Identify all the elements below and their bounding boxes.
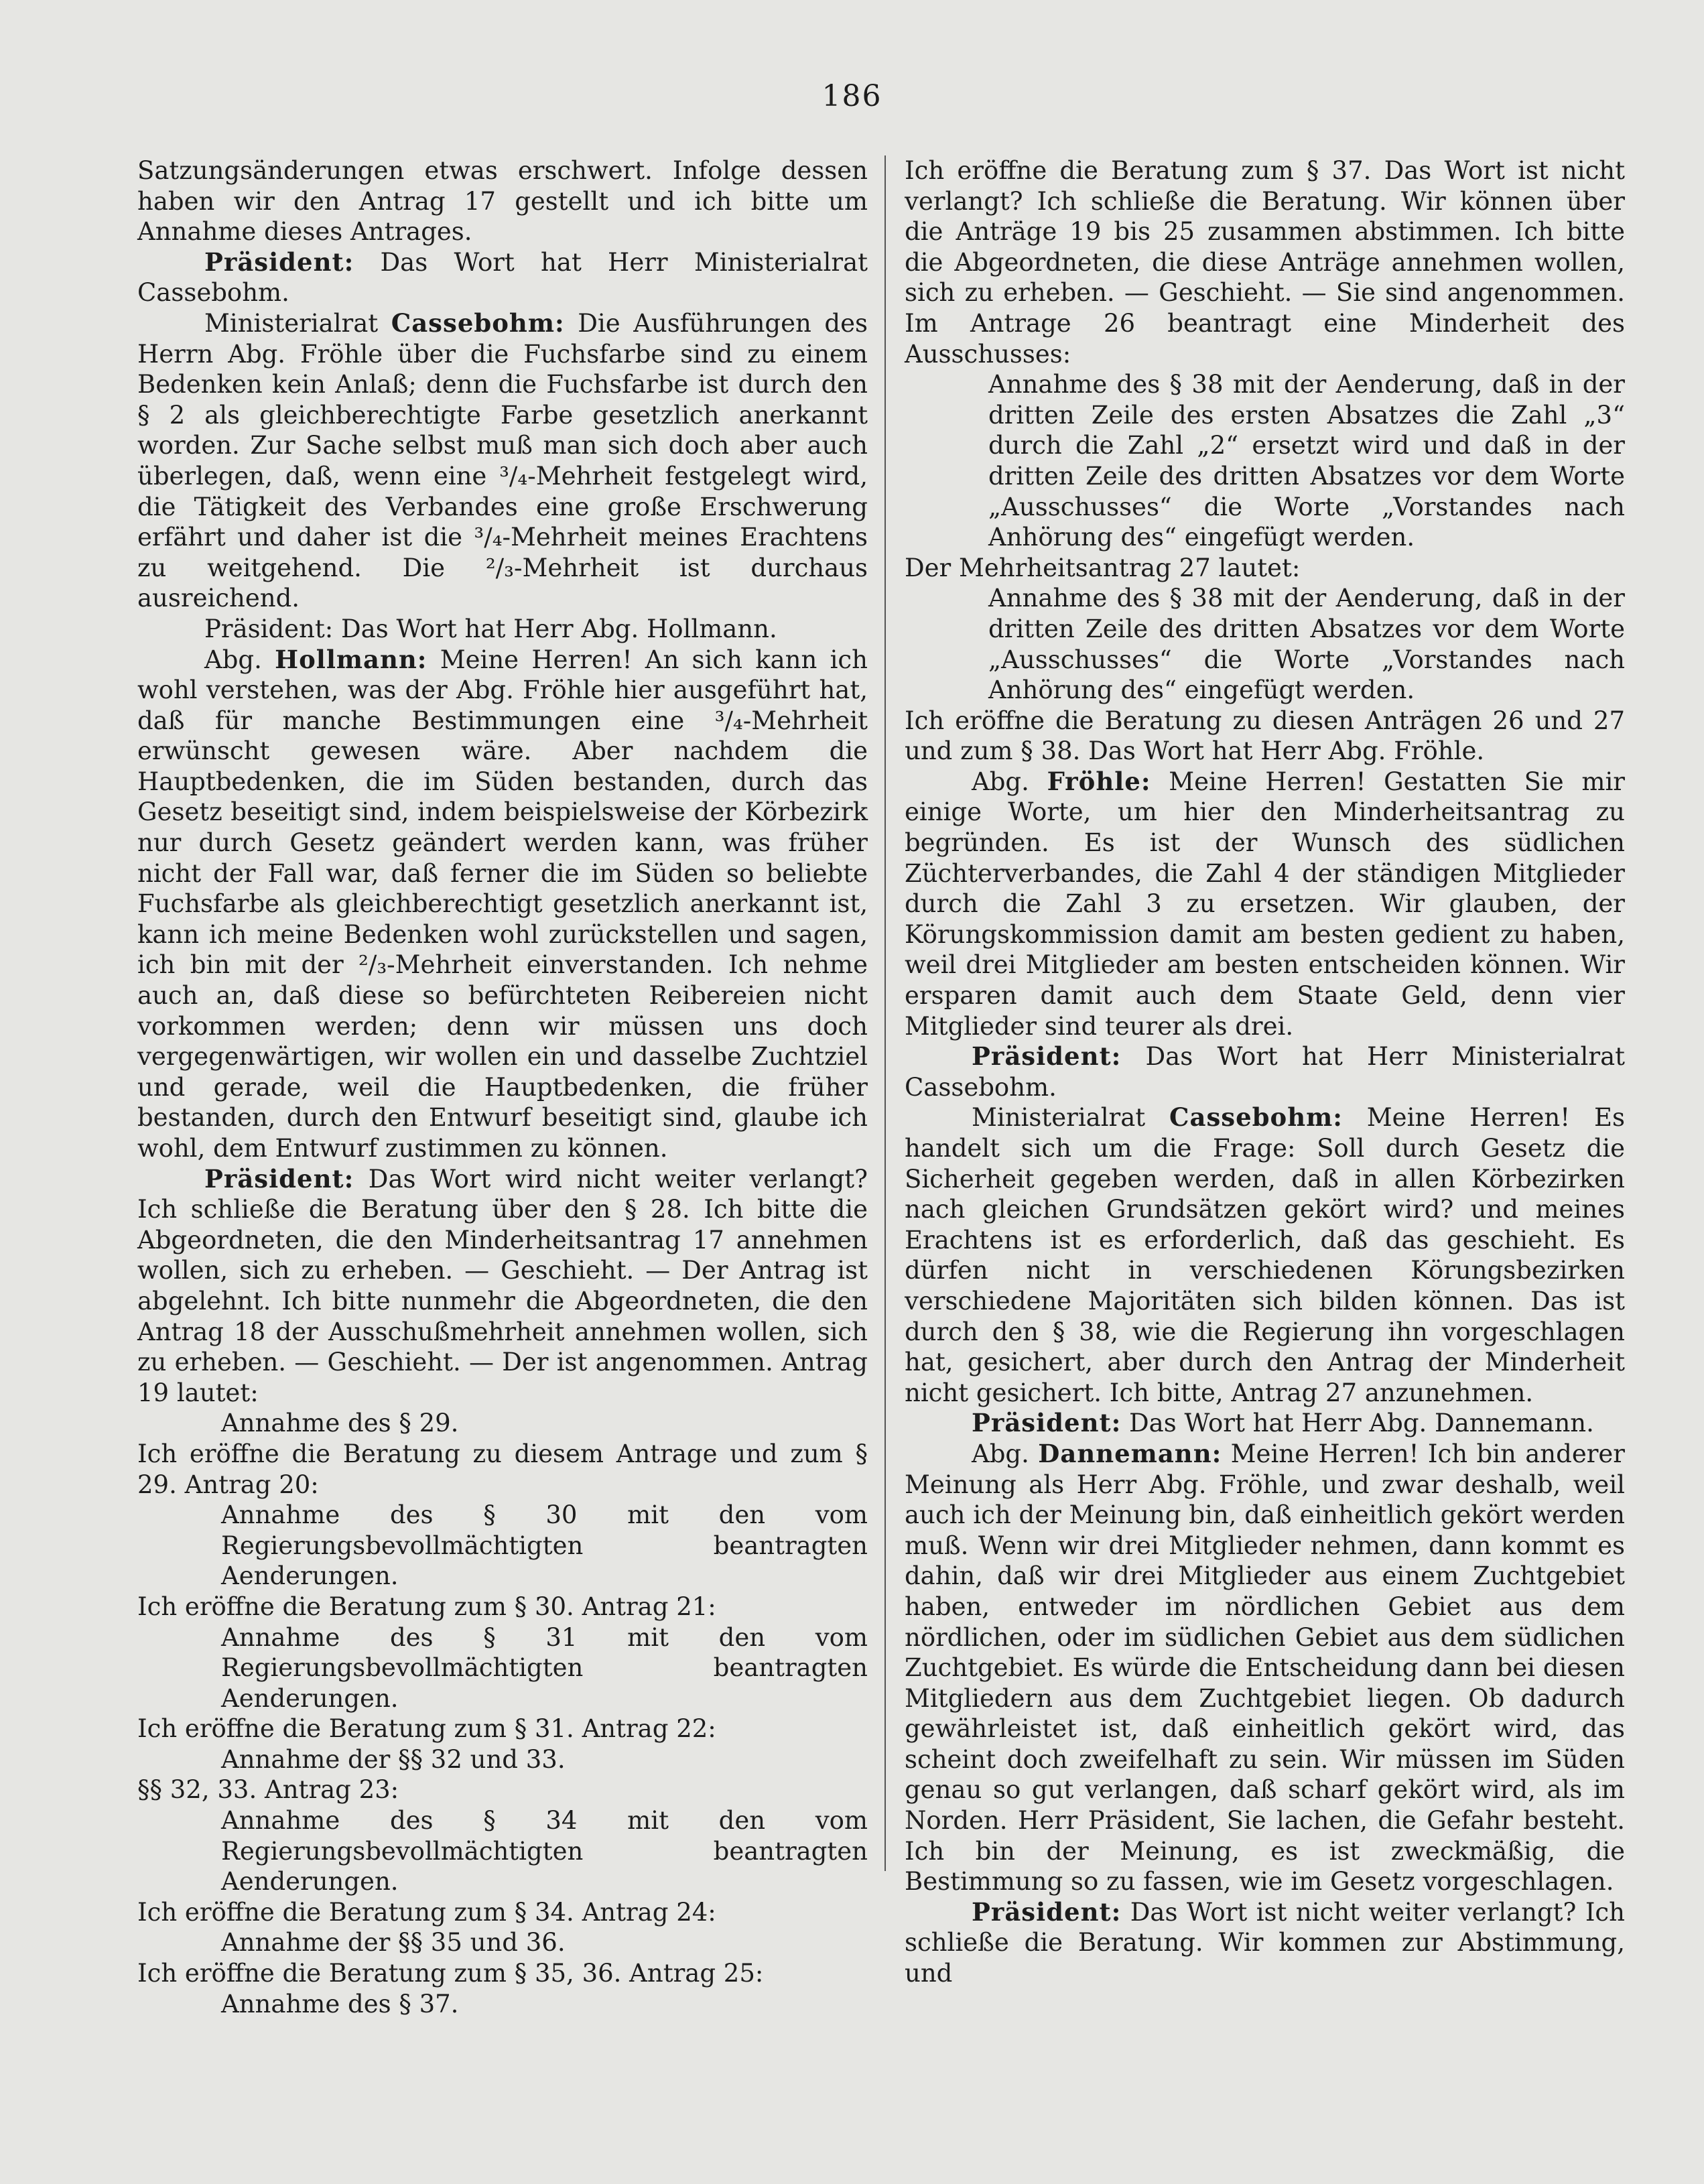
text: Annahme des § 30 mit den vom Regierungsbevollmächtigten beantragten Aenderungen. [221,1500,868,1591]
paragraph [905,553,1625,584]
paragraph [137,155,868,247]
paragraph [137,1164,868,1409]
text: Annahme des § 34 mit den vom Regierungsbevollmächtigten beantragten Aenderungen. [221,1806,868,1897]
text: Annahme der §§ 32 und 33. [221,1744,566,1774]
right-column [905,155,1625,1989]
motion-text [221,1744,868,1775]
motion-text [221,1805,868,1897]
speaker-name: Präsident: [204,1163,354,1194]
paragraph [137,1958,868,1989]
text: Ich eröffne die Beratung zum § 34. Antrag 24: [137,1897,716,1927]
motion-text [221,1408,868,1439]
paragraph [905,706,1625,767]
text: Annahme des § 38 mit der Aenderung, daß in der dritten Zeile des ersten Absatzes die Zahl „3“ durch die Zahl „2“ ersetzt wird und daß in der dritten Zeile des dritten Absatzes vor dem Worte „Ausschusses“ die Worte „Vorstandes nach Anhörung des“ eingefügt werden. [988,370,1625,552]
text: Ministerialrat [204,308,391,338]
page-number: 186 [822,79,882,113]
text: Ministerialrat [972,1103,1170,1133]
text: Das Wort ist nicht weiter verlangt? Ich schließe die Beratung. Wir kommen zur Abstimmung, und [905,1897,1625,1988]
paragraph [905,1897,1625,1989]
text: Das Wort hat Herr Ministerialrat Cassebohm. [905,1042,1625,1102]
speaker-name: Fröhle: [1047,766,1151,796]
text: Annahme der §§ 35 und 36. [221,1928,566,1957]
text: Die Ausführungen des Herrn Abg. Fröhle über die Fuchsfarbe sind zu einem Bedenken kein Anlaß; denn die Fuchsfarbe ist durch den § 2 als gleichberechtigte Farbe gesetzlich anerkannt worden. Zur Sache selbst muß man sich doch aber auch überlegen, daß, wenn eine ³/₄-Mehrheit festgelegt wird, die Tätigkeit des Verbandes eine große Erschwerung erfährt und daher ist die ³/₄-Mehrheit meines Erachtens zu weitgehend. Die ²/₃-Mehrheit ist durchaus ausreichend. [137,308,868,613]
text: Präsident: Das Wort hat Herr Abg. Hollmann. [204,614,777,643]
text: Ich eröffne die Beratung zum § 30. Antrag 21: [137,1592,716,1621]
text: Meine Herren! An sich kann ich wohl verstehen, was der Abg. Fröhle hier ausgeführt hat, daß für manche Bestimmungen eine ³/₄-Mehrheit erwünscht gewesen wäre. Aber nachdem die Hauptbedenken, die im Süden bestanden, durch das Gesetz beseitigt sind, indem beispielsweise der Körbezirk nur durch Gesetz geändert werden kann, was früher nicht der Fall war, daß ferner die im Süden so beliebte Fuchsfarbe als gleichberechtigt gesetzlich anerkannt ist, kann ich meine Bedenken wohl zurückstellen und sagen, ich bin mit der ²/₃-Mehrheit einverstanden. Ich nehme auch an, daß diese so befürchteten Reibereien nicht vorkommen werden; denn wir müssen uns doch vergegenwärtigen, wir wollen ein und dasselbe Zuchtziel und gerade, weil die Hauptbedenken, die früher bestanden, durch den Entwurf beseitigt sind, glaube ich wohl, dem Entwurf zustimmen zu können. [137,645,868,1163]
speaker-name: Hollmann: [275,644,428,674]
text: Der Mehrheitsantrag 27 lautet: [905,553,1301,582]
motion-text [988,369,1625,553]
paragraph [137,1439,868,1500]
paragraph [137,1714,868,1744]
paragraph [137,308,868,614]
paragraph [137,1775,868,1805]
text: Abg. [204,645,275,674]
text: Das Wort hat Herr Ministerialrat Cassebohm. [137,247,868,308]
motion-text [988,583,1625,705]
text: Ich eröffne die Beratung zum § 35, 36. Antrag 25: [137,1959,764,1988]
paragraph [905,1041,1625,1102]
left-column [137,155,868,2019]
text: Das Wort hat Herr Abg. Dannemann. [1121,1409,1594,1438]
paragraph [137,1592,868,1622]
text: Meine Herren! Ich bin anderer Meinung als Herr Abg. Fröhle, und zwar deshalb, weil auch ich der Meinung bin, daß einheitlich gekört werden muß. Wenn wir drei Mitglieder nehmen, dann kommt es dahin, daß wir drei Mitglieder aus einem Zuchtgebiet haben, entweder im nördlichen Gebiet aus dem nördlichen, oder im südlichen Gebiet aus dem südlichen Zuchtgebiet. Es würde die Entscheidung dann bei diesen Mitgliedern aus dem Zuchtgebiet liegen. Ob dadurch gewährleistet ist, daß einheitlich gekört wird, das scheint doch zweifelhaft zu sein. Wir müssen im Süden genau so gut verlangen, daß scharf gekört wird, als im Norden. Herr Präsident, Sie lachen, die Gefahr besteht. Ich bin der Meinung, es ist zweckmäßig, die Bestimmung so zu fassen, wie im Gesetz vorgeschlagen. [905,1439,1625,1897]
text: Meine Herren! Gestatten Sie mir einige Worte, um hier den Minderheitsantrag zu begründen. Es ist der Wunsch des südlichen Züchterverbandes, die Zahl 4 der ständigen Mitglieder durch die Zahl 3 zu ersetzen. Wir glauben, der Körungskommission damit am besten gedient zu haben, weil drei Mitglieder am besten entscheiden können. Wir ersparen damit auch dem Staate Geld, denn vier Mitglieder sind teurer als drei. [905,767,1625,1041]
paragraph [137,645,868,1164]
text: Annahme des § 38 mit der Aenderung, daß in der dritten Zeile des dritten Absatzes vor dem Worte „Ausschusses“ die Worte „Vorstandes nach Anhörung des“ eingefügt werden. [988,584,1625,705]
text: Das Wort wird nicht weiter verlangt? Ich schließe die Beratung über den § 28. Ich bitte die Abgeordneten, die den Minderheitsantrag 17 annehmen wollen, sich zu erheben. — Geschieht. — Der Antrag ist abgelehnt. Ich bitte nunmehr die Abgeordneten, die den Antrag 18 der Ausschußmehrheit annehmen wollen, sich zu erheben. — Geschieht. — Der ist angenommen. Antrag 19 lautet: [137,1164,868,1407]
text: Annahme des § 29. [221,1409,459,1438]
text: Abg. [972,767,1047,796]
text: Ich eröffne die Beratung zum § 31. Antrag 22: [137,1714,716,1744]
motion-text [221,1622,868,1714]
text: Abg. [972,1439,1039,1468]
speaker-name: Präsident: [972,1408,1122,1438]
paragraph [905,155,1625,369]
speaker-name: Präsident: [204,247,354,277]
text: Meine Herren! Es handelt sich um die Frage: Soll durch Gesetz die Sicherheit gegeben werden, daß in allen Körbezirken nach gleichen Grundsätzen gekört wird? und meines Erachtens ist es erforderlich, daß das geschieht. Es dürfen nicht in verschiedenen Körungsbezirken verschiedene Majoritäten sich bilden können. Das ist durch den § 38, wie die Regierung ihn vorgeschlagen hat, gesichert, aber durch den Antrag der Minderheit nicht gesichert. Ich bitte, Antrag 27 anzunehmen. [905,1103,1625,1407]
text: Satzungsänderungen etwas erschwert. Infolge dessen haben wir den Antrag 17 gestellt und ich bitte um Annahme dieses Antrages. [137,156,868,247]
speaker-name: Präsident: [972,1897,1122,1927]
text: Annahme des § 37. [221,1989,459,2018]
paragraph [905,1102,1625,1408]
paragraph [905,1439,1625,1897]
speaker-name: Cassebohm: [391,308,565,338]
motion-text [221,1989,868,2020]
text: §§ 32, 33. Antrag 23: [137,1775,399,1805]
paragraph [905,767,1625,1041]
paragraph [137,247,868,308]
motion-text [221,1927,868,1958]
text: Ich eröffne die Beratung zum § 37. Das Wort ist nicht verlangt? Ich schließe die Beratung. Wir können über die Anträge 19 bis 25 zusammen abstimmen. Ich bitte die Abgeordneten, die diese Anträge annehmen wollen, sich zu erheben. — Geschieht. — Sie sind angenommen. Im Antrage 26 beantragt eine Minderheit des Ausschusses: [905,156,1625,369]
text: Ich eröffne die Beratung zu diesen Anträgen 26 und 27 und zum § 38. Das Wort hat Herr Abg. Fröhle. [905,706,1625,766]
text: Ich eröffne die Beratung zu diesem Antrage und zum § 29. Antrag 20: [137,1439,868,1499]
speaker-name: Dannemann: [1038,1438,1222,1468]
speaker-name: Cassebohm: [1169,1102,1343,1133]
paragraph [137,1897,868,1928]
paragraph [137,614,868,645]
speaker-name: Präsident: [972,1041,1122,1072]
text: Annahme des § 31 mit den vom Regierungsbevollmächtigten beantragten Aenderungen. [221,1622,868,1713]
motion-text [221,1500,868,1592]
column-divider [884,155,886,1871]
paragraph [905,1408,1625,1439]
